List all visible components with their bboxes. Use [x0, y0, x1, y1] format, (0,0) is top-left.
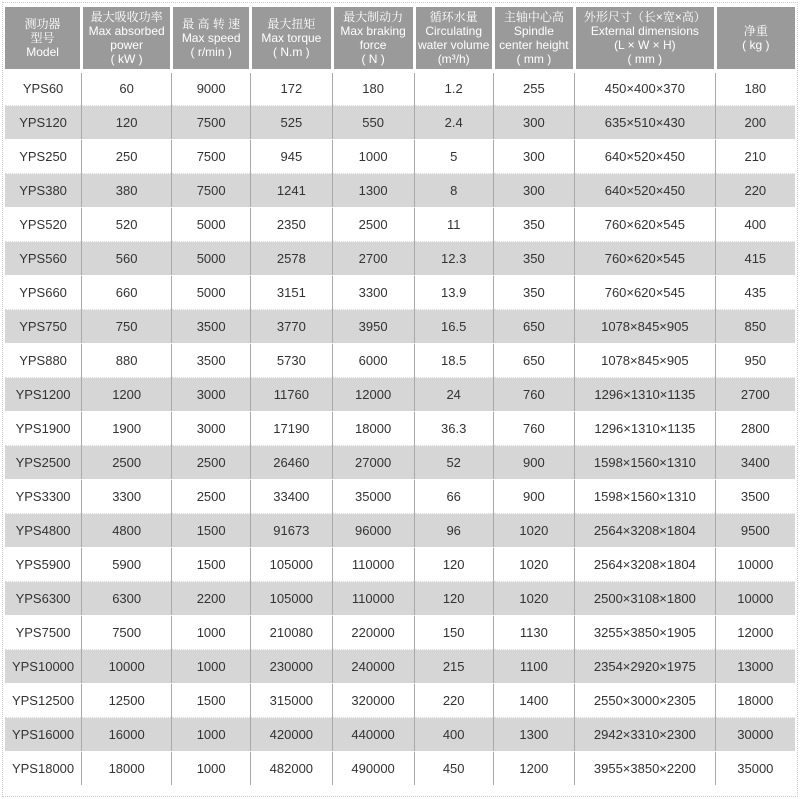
cell-speed: 5000	[172, 241, 251, 275]
cell-power: 520	[82, 207, 172, 241]
table-row	[5, 343, 795, 377]
column-header-line: 测功器	[24, 17, 61, 31]
cell-dims: 2550×3000×2305	[575, 683, 716, 717]
cell-weight: 13000	[715, 649, 795, 683]
cell-weight: 220	[715, 173, 795, 207]
table-row	[5, 547, 795, 581]
column-header-line: ( kg )	[742, 38, 770, 52]
column-header-line: center height	[499, 38, 569, 52]
cell-dims: 760×620×545	[575, 275, 716, 309]
table-row	[5, 173, 795, 207]
cell-dims: 3255×3850×1905	[575, 615, 716, 649]
cell-weight: 3400	[715, 445, 795, 479]
cell-dims: 1296×1310×1135	[575, 377, 716, 411]
dynamometer-spec-table	[5, 7, 795, 785]
cell-speed: 2500	[172, 445, 251, 479]
cell-weight: 2700	[715, 377, 795, 411]
table-row	[5, 649, 795, 683]
table-row	[5, 615, 795, 649]
cell-spindle: 300	[493, 173, 574, 207]
column-header-line: Model	[26, 45, 59, 59]
table-row	[5, 71, 795, 105]
table-row	[5, 751, 795, 785]
cell-torque: 105000	[251, 547, 332, 581]
cell-torque: 33400	[251, 479, 332, 513]
column-header-line: 主轴中心高	[503, 10, 564, 24]
cell-braking: 440000	[332, 717, 414, 751]
cell-dims: 1598×1560×1310	[575, 445, 716, 479]
cell-braking: 3300	[332, 275, 414, 309]
cell-water: 8	[414, 173, 493, 207]
cell-speed: 1000	[172, 615, 251, 649]
cell-weight: 400	[715, 207, 795, 241]
table-row	[5, 207, 795, 241]
table-row	[5, 105, 795, 139]
cell-speed: 1000	[172, 717, 251, 751]
cell-model: YPS1900	[5, 411, 82, 445]
cell-dims: 1296×1310×1135	[575, 411, 716, 445]
cell-dims: 760×620×545	[575, 241, 716, 275]
cell-torque: 5730	[251, 343, 332, 377]
cell-speed: 1000	[172, 751, 251, 785]
cell-power: 5900	[82, 547, 172, 581]
cell-model: YPS60	[5, 71, 82, 105]
table-row	[5, 275, 795, 309]
cell-braking: 180	[332, 71, 414, 105]
cell-torque: 2350	[251, 207, 332, 241]
cell-model: YPS3300	[5, 479, 82, 513]
cell-model: YPS6300	[5, 581, 82, 615]
cell-power: 120	[82, 105, 172, 139]
column-header-speed	[172, 7, 251, 71]
table-row	[5, 445, 795, 479]
cell-braking: 1000	[332, 139, 414, 173]
column-header-line: Max absorbed	[88, 24, 165, 38]
cell-dims: 1598×1560×1310	[575, 479, 716, 513]
cell-torque: 420000	[251, 717, 332, 751]
cell-braking: 220000	[332, 615, 414, 649]
column-header-weight	[715, 7, 795, 71]
column-header-line: 最 高 转 速	[182, 17, 241, 31]
cell-water: 96	[414, 513, 493, 547]
cell-braking: 550	[332, 105, 414, 139]
cell-speed: 3000	[172, 411, 251, 445]
cell-spindle: 1020	[493, 547, 574, 581]
column-header-line: force	[359, 38, 387, 52]
cell-weight: 180	[715, 71, 795, 105]
cell-speed: 7500	[172, 173, 251, 207]
column-header-braking	[332, 7, 414, 71]
cell-spindle: 300	[493, 105, 574, 139]
column-header-line: Max torque	[261, 31, 322, 45]
cell-dims: 450×400×370	[575, 71, 716, 105]
cell-torque: 3151	[251, 275, 332, 309]
cell-braking: 27000	[332, 445, 414, 479]
cell-weight: 950	[715, 343, 795, 377]
cell-spindle: 1130	[493, 615, 574, 649]
cell-spindle: 350	[493, 275, 574, 309]
table-row	[5, 717, 795, 751]
table-row	[5, 479, 795, 513]
cell-power: 60	[82, 71, 172, 105]
cell-braking: 240000	[332, 649, 414, 683]
cell-water: 36.3	[414, 411, 493, 445]
cell-speed: 5000	[172, 275, 251, 309]
cell-model: YPS250	[5, 139, 82, 173]
cell-water: 52	[414, 445, 493, 479]
cell-speed: 7500	[172, 105, 251, 139]
cell-torque: 11760	[251, 377, 332, 411]
cell-speed: 1500	[172, 513, 251, 547]
cell-speed: 3000	[172, 377, 251, 411]
cell-model: YPS380	[5, 173, 82, 207]
table-row	[5, 581, 795, 615]
cell-dims: 2564×3208×1804	[575, 513, 716, 547]
cell-weight: 18000	[715, 683, 795, 717]
cell-power: 7500	[82, 615, 172, 649]
cell-weight: 35000	[715, 751, 795, 785]
cell-model: YPS7500	[5, 615, 82, 649]
cell-dims: 640×520×450	[575, 173, 716, 207]
cell-braking: 12000	[332, 377, 414, 411]
cell-torque: 91673	[251, 513, 332, 547]
cell-dims: 1078×845×905	[575, 309, 716, 343]
cell-braking: 3950	[332, 309, 414, 343]
cell-power: 10000	[82, 649, 172, 683]
cell-torque: 945	[251, 139, 332, 173]
cell-spindle: 350	[493, 241, 574, 275]
cell-speed: 5000	[172, 207, 251, 241]
cell-weight: 435	[715, 275, 795, 309]
column-header-line: ( r/min )	[190, 45, 232, 59]
cell-power: 12500	[82, 683, 172, 717]
cell-power: 6300	[82, 581, 172, 615]
cell-power: 2500	[82, 445, 172, 479]
cell-spindle: 1300	[493, 717, 574, 751]
cell-power: 3300	[82, 479, 172, 513]
cell-torque: 2578	[251, 241, 332, 275]
cell-spindle: 900	[493, 445, 574, 479]
cell-water: 150	[414, 615, 493, 649]
cell-model: YPS2500	[5, 445, 82, 479]
cell-dims: 1078×845×905	[575, 343, 716, 377]
cell-braking: 110000	[332, 581, 414, 615]
cell-water: 450	[414, 751, 493, 785]
column-header-line: 最大制动力	[343, 10, 404, 24]
table-row	[5, 309, 795, 343]
column-header-power	[82, 7, 172, 71]
table-header	[5, 7, 795, 71]
cell-weight: 2800	[715, 411, 795, 445]
column-header-line: External dimensions	[590, 24, 699, 38]
column-header-line: 最大吸收功率	[90, 10, 163, 24]
cell-weight: 850	[715, 309, 795, 343]
cell-model: YPS880	[5, 343, 82, 377]
column-header-line: power	[110, 38, 143, 52]
cell-weight: 12000	[715, 615, 795, 649]
cell-power: 380	[82, 173, 172, 207]
cell-braking: 35000	[332, 479, 414, 513]
cell-model: YPS750	[5, 309, 82, 343]
column-header-line: (m³/h)	[437, 52, 470, 66]
cell-weight: 9500	[715, 513, 795, 547]
cell-weight: 200	[715, 105, 795, 139]
cell-speed: 9000	[172, 71, 251, 105]
table-row	[5, 139, 795, 173]
cell-braking: 6000	[332, 343, 414, 377]
column-header-model	[5, 7, 82, 71]
cell-model: YPS16000	[5, 717, 82, 751]
column-header-spindle	[493, 7, 574, 71]
cell-spindle: 650	[493, 309, 574, 343]
cell-dims: 635×510×430	[575, 105, 716, 139]
table-row	[5, 377, 795, 411]
cell-spindle: 1020	[493, 581, 574, 615]
cell-model: YPS660	[5, 275, 82, 309]
cell-torque: 315000	[251, 683, 332, 717]
column-header-water	[414, 7, 493, 71]
cell-water: 215	[414, 649, 493, 683]
column-header-line: ( kW )	[110, 52, 143, 66]
cell-torque: 1241	[251, 173, 332, 207]
cell-braking: 2700	[332, 241, 414, 275]
cell-spindle: 255	[493, 71, 574, 105]
cell-weight: 30000	[715, 717, 795, 751]
cell-model: YPS10000	[5, 649, 82, 683]
column-header-line: (L × W × H)	[614, 38, 676, 52]
cell-torque: 3770	[251, 309, 332, 343]
cell-water: 13.9	[414, 275, 493, 309]
column-header-dims	[575, 7, 716, 71]
cell-water: 18.5	[414, 343, 493, 377]
cell-braking: 18000	[332, 411, 414, 445]
cell-speed: 1000	[172, 649, 251, 683]
cell-torque: 525	[251, 105, 332, 139]
cell-power: 880	[82, 343, 172, 377]
cell-braking: 1300	[332, 173, 414, 207]
column-header-line: 循环水量	[429, 10, 478, 24]
cell-speed: 1500	[172, 683, 251, 717]
cell-speed: 2500	[172, 479, 251, 513]
cell-water: 1.2	[414, 71, 493, 105]
column-header-line: Circulating	[425, 24, 483, 38]
cell-weight: 3500	[715, 479, 795, 513]
cell-braking: 96000	[332, 513, 414, 547]
cell-spindle: 900	[493, 479, 574, 513]
cell-power: 1200	[82, 377, 172, 411]
column-header-line: ( mm )	[516, 52, 552, 66]
cell-power: 250	[82, 139, 172, 173]
column-header-torque	[251, 7, 332, 71]
cell-water: 5	[414, 139, 493, 173]
cell-water: 120	[414, 547, 493, 581]
cell-braking: 2500	[332, 207, 414, 241]
cell-speed: 3500	[172, 309, 251, 343]
cell-water: 11	[414, 207, 493, 241]
cell-braking: 110000	[332, 547, 414, 581]
cell-speed: 1500	[172, 547, 251, 581]
cell-weight: 415	[715, 241, 795, 275]
cell-water: 24	[414, 377, 493, 411]
cell-water: 220	[414, 683, 493, 717]
cell-weight: 10000	[715, 581, 795, 615]
cell-power: 660	[82, 275, 172, 309]
cell-torque: 210080	[251, 615, 332, 649]
cell-spindle: 1200	[493, 751, 574, 785]
column-header-line: Max speed	[181, 31, 241, 45]
column-header-line: 最大扭矩	[267, 17, 316, 31]
cell-model: YPS560	[5, 241, 82, 275]
table-row	[5, 241, 795, 275]
cell-torque: 172	[251, 71, 332, 105]
cell-torque: 105000	[251, 581, 332, 615]
cell-water: 12.3	[414, 241, 493, 275]
table-header-row	[5, 7, 795, 71]
cell-spindle: 760	[493, 377, 574, 411]
cell-water: 2.4	[414, 105, 493, 139]
cell-model: YPS5900	[5, 547, 82, 581]
cell-power: 16000	[82, 717, 172, 751]
cell-dims: 760×620×545	[575, 207, 716, 241]
spec-table-container	[2, 2, 798, 797]
cell-speed: 2200	[172, 581, 251, 615]
cell-dims: 2354×2920×1975	[575, 649, 716, 683]
cell-braking: 320000	[332, 683, 414, 717]
cell-spindle: 300	[493, 139, 574, 173]
cell-model: YPS120	[5, 105, 82, 139]
cell-model: YPS1200	[5, 377, 82, 411]
cell-torque: 482000	[251, 751, 332, 785]
cell-torque: 17190	[251, 411, 332, 445]
column-header-line: 外形尺寸（长×宽×高）	[583, 10, 706, 24]
cell-dims: 2564×3208×1804	[575, 547, 716, 581]
cell-speed: 3500	[172, 343, 251, 377]
cell-spindle: 760	[493, 411, 574, 445]
cell-power: 560	[82, 241, 172, 275]
cell-dims: 2500×3108×1800	[575, 581, 716, 615]
cell-model: YPS12500	[5, 683, 82, 717]
cell-power: 1900	[82, 411, 172, 445]
column-header-line: water volume	[418, 38, 490, 52]
cell-spindle: 350	[493, 207, 574, 241]
column-header-line: ( N.m )	[273, 45, 310, 59]
column-header-line: 净重	[743, 24, 768, 38]
column-header-line: 型号	[30, 31, 55, 45]
column-header-line: ( mm )	[627, 52, 663, 66]
cell-torque: 230000	[251, 649, 332, 683]
cell-dims: 640×520×450	[575, 139, 716, 173]
cell-model: YPS18000	[5, 751, 82, 785]
cell-dims: 3955×3850×2200	[575, 751, 716, 785]
cell-spindle: 1400	[493, 683, 574, 717]
column-header-line: ( N )	[361, 52, 385, 66]
column-header-line: Spindle	[513, 24, 554, 38]
cell-power: 4800	[82, 513, 172, 547]
cell-water: 66	[414, 479, 493, 513]
cell-power: 18000	[82, 751, 172, 785]
cell-braking: 490000	[332, 751, 414, 785]
cell-spindle: 1100	[493, 649, 574, 683]
cell-water: 120	[414, 581, 493, 615]
cell-model: YPS4800	[5, 513, 82, 547]
cell-speed: 7500	[172, 139, 251, 173]
cell-dims: 2942×3310×2300	[575, 717, 716, 751]
table-body	[5, 71, 795, 785]
table-row	[5, 513, 795, 547]
cell-weight: 210	[715, 139, 795, 173]
table-row	[5, 411, 795, 445]
cell-torque: 26460	[251, 445, 332, 479]
cell-weight: 10000	[715, 547, 795, 581]
cell-power: 750	[82, 309, 172, 343]
cell-spindle: 1020	[493, 513, 574, 547]
cell-water: 16.5	[414, 309, 493, 343]
column-header-line: Max braking	[340, 24, 406, 38]
cell-spindle: 650	[493, 343, 574, 377]
table-row	[5, 683, 795, 717]
cell-model: YPS520	[5, 207, 82, 241]
cell-water: 400	[414, 717, 493, 751]
